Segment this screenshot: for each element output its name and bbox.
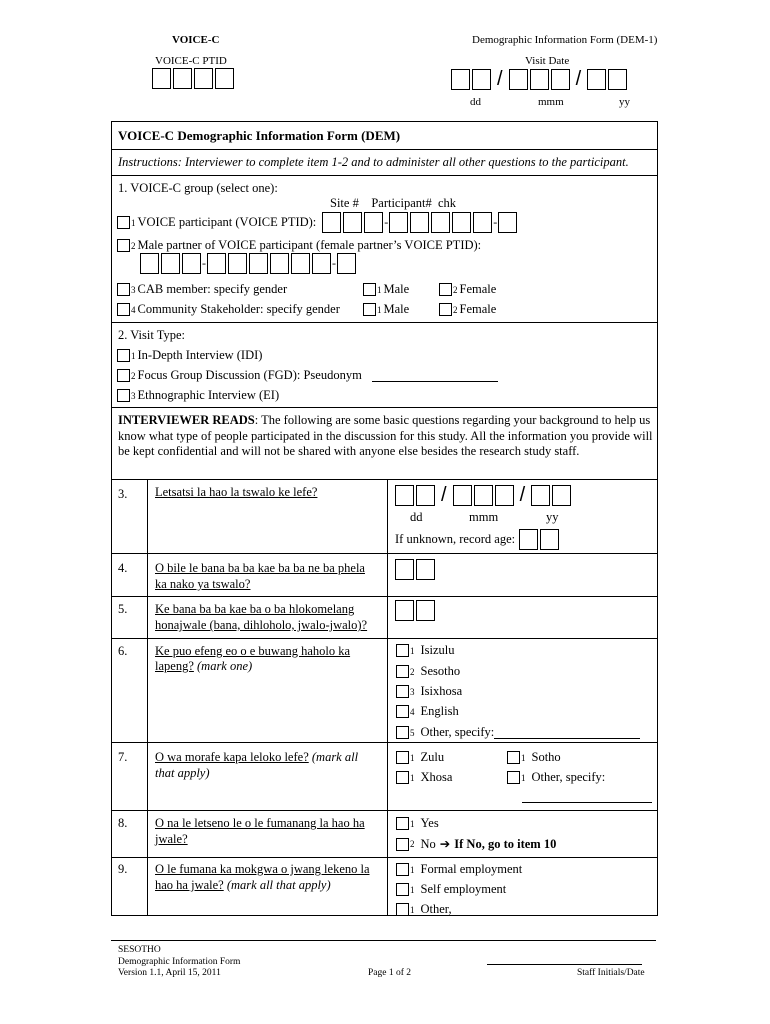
visit-dd-label: dd <box>470 96 481 108</box>
item1-opt2[interactable]: 2 Male partner of VOICE participant (female partner’s VOICE PTID): <box>117 238 481 253</box>
q6-opt-other[interactable]: 5 Other, specify: <box>396 725 640 740</box>
study-name: VOICE-C <box>172 34 220 46</box>
q6-line2: lapeng? (mark one) <box>155 659 253 673</box>
visit-date-label: Visit Date <box>525 55 570 67</box>
item2-question: 2. Visit Type: <box>118 328 186 342</box>
item1-opt1-checkbox[interactable] <box>117 216 130 229</box>
item1-opt3[interactable]: 3 CAB member: specify gender <box>117 282 287 297</box>
q7-line2: that apply) <box>155 766 210 780</box>
q9-number: 9. <box>118 862 128 876</box>
item1-opt4[interactable]: 4 Community Stakeholder: specify gender <box>117 302 340 317</box>
form-code: Demographic Information Form (DEM-1) <box>472 34 658 46</box>
q5-boxes[interactable] <box>395 600 435 621</box>
item2-opt2[interactable]: 2 Focus Group Discussion (FGD): Pseudonym <box>117 368 498 383</box>
q6-other-field[interactable] <box>494 726 640 739</box>
q5-number: 5. <box>118 602 128 616</box>
item1-opt3-checkbox[interactable] <box>117 283 130 296</box>
visit-yy-label: yy <box>619 96 630 108</box>
item1-opt1[interactable]: 1 VOICE participant (VOICE PTID): - - <box>117 212 517 233</box>
q8-opt-no[interactable]: 2 No ➔ If No, go to item 10 <box>396 836 556 852</box>
q7-opt-zulu[interactable]: 1 Zulu <box>396 750 444 765</box>
footer-left: SESOTHO Demographic Information Form Version 1.1, April 15, 2011 <box>118 945 241 978</box>
q9-opt-other[interactable]: 1 Other, <box>396 902 452 917</box>
arrow-right-icon: ➔ <box>439 837 451 851</box>
q9-line2: hao ha jwale? (mark all that apply) <box>155 878 331 892</box>
visit-mmm-label: mmm <box>538 96 564 108</box>
instructions: Instructions: Interviewer to complete item 1-2 and to administer all other questions to the participant. <box>118 155 629 169</box>
q9-line1: O le fumana ka mokgwa o jwang lekeno la <box>155 862 370 876</box>
q3-age[interactable]: If unknown, record age: <box>395 529 559 550</box>
q7-opt-sotho[interactable]: 1 Sotho <box>507 750 561 765</box>
item2-opt3[interactable]: 3 Ethnographic Interview (EI) <box>117 388 279 403</box>
footer-page: Page 1 of 2 <box>368 968 412 978</box>
ptid-boxes[interactable] <box>152 68 234 89</box>
q4-line1: O bile le bana ba ba kae ba ba ne ba phela <box>155 561 365 575</box>
visit-date-boxes[interactable]: / / <box>451 68 627 91</box>
item1-opt2-ptid-boxes[interactable]: - - <box>140 253 356 274</box>
q3-dd: dd <box>410 510 423 524</box>
q6-opt-isizulu[interactable]: 1 Isizulu <box>396 643 455 658</box>
q5-line1: Ke bana ba ba kae ba o ba hlokomelang <box>155 602 355 616</box>
q8-line1: O na le letseno le o le fumanang la hao ha <box>155 816 365 830</box>
q4-line2: ka nako ya tswalo? <box>155 577 251 591</box>
footer-staff: Staff Initials/Date <box>577 968 645 978</box>
item2-opt1[interactable]: 1 In-Depth Interview (IDI) <box>117 348 262 363</box>
stakeholder-male[interactable]: 1 Male <box>363 302 409 317</box>
stakeholder-female[interactable]: 2 Female <box>439 302 496 317</box>
cab-female[interactable]: 2 Female <box>439 282 496 297</box>
q3-text: Letsatsi la hao la tswalo ke lefe? <box>155 485 318 499</box>
q3-number: 3. <box>118 487 128 501</box>
q4-boxes[interactable] <box>395 559 435 580</box>
q6-opt-isixhosa[interactable]: 3 Isixhosa <box>396 684 462 699</box>
cab-male[interactable]: 1 Male <box>363 282 409 297</box>
q4-number: 4. <box>118 561 128 575</box>
q7-other-field[interactable] <box>522 802 652 803</box>
q3-yy: yy <box>546 510 559 524</box>
item1-opt4-checkbox[interactable] <box>117 303 130 316</box>
q7-line1: O wa morafe kapa leloko lefe? (mark all <box>155 750 359 764</box>
q6-opt-english[interactable]: 4 English <box>396 704 459 719</box>
form-title: VOICE-C Demographic Information Form (DEM) <box>118 128 401 143</box>
q8-number: 8. <box>118 816 128 830</box>
q5-line2: honajwale (bana, dihloholo, jwalo-jwalo)? <box>155 618 368 632</box>
q7-opt-xhosa[interactable]: 1 Xhosa <box>396 770 452 785</box>
item1-col-headers: Site # Participant# chk <box>330 196 457 210</box>
q7-opt-other[interactable]: 1 Other, specify: <box>507 770 605 785</box>
q3-mmm: mmm <box>469 510 499 524</box>
q6-line1: Ke puo efeng eo o e buwang haholo ka <box>155 644 351 658</box>
q6-opt-sesotho[interactable]: 2 Sesotho <box>396 664 460 679</box>
ptid-label: VOICE-C PTID <box>155 55 227 67</box>
q8-line2: jwale? <box>155 832 188 846</box>
interviewer-reads: INTERVIEWER READS: The following are some basic questions regarding your background to help us know what type of people participated in the discussion for this study. All the information you provide will be kept confidential and will not be shared with anyone else besides the research study staff. <box>118 413 653 458</box>
q3-dob-boxes[interactable]: / / <box>395 484 571 507</box>
q9-opt-self[interactable]: 1 Self employment <box>396 882 506 897</box>
pseudonym-field[interactable] <box>372 369 498 382</box>
item1-opt2-checkbox[interactable] <box>117 239 130 252</box>
q8-opt-yes[interactable]: 1 Yes <box>396 816 439 831</box>
q9-opt-formal[interactable]: 1 Formal employment <box>396 862 522 877</box>
q6-number: 6. <box>118 644 128 658</box>
q8-skip: If No, go to item 10 <box>454 836 557 851</box>
q7-number: 7. <box>118 750 128 764</box>
staff-initials-field[interactable] <box>487 964 642 965</box>
item1-question: 1. VOICE-C group (select one): <box>118 181 278 195</box>
